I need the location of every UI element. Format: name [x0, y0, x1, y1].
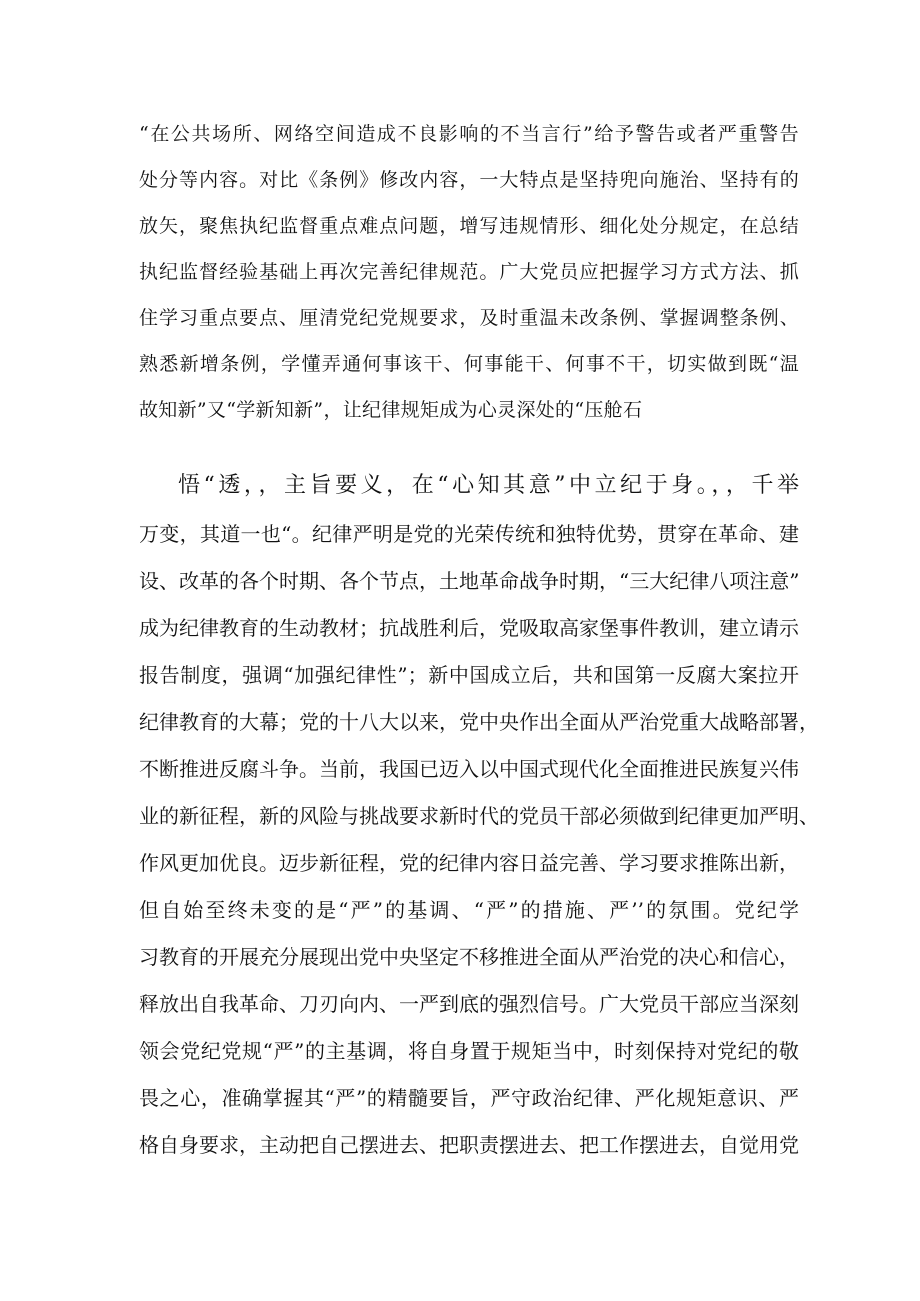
paragraph-2-line-13: 领会党纪党规“严”的主基调，将自身置于规矩当中，时刻保持对党纪的敬	[139, 1039, 799, 1063]
paragraph-2-line-15: 格自身要求，主动把自己摆进去、把职责摆进去、把工作摆进去，自觉用党	[139, 1133, 799, 1157]
paragraph-1-line-6: 熟悉新增条例，学懂弄通何事该干、何事能干、何事不干，切实做到既“温	[139, 353, 799, 375]
paragraph-2-line-3: 设、改革的各个时期、各个节点，土地革命战争时期，“三大纪律八项注意”	[139, 569, 800, 593]
paragraph-1-line-4: 执纪监督经验基础上再次完善纪律规范。广大党员应把握学习方式方法、抓	[139, 261, 799, 283]
paragraph-1-line-1: “在公共场所、网络空间造成不良影响的不当言行”给予警告或者严重警告	[139, 123, 799, 145]
paragraph-1-line-5: 住学习重点要点、厘清党纪党规要求，及时重温未改条例、掌握调整条例、	[139, 307, 799, 329]
paragraph-2-line-10: 但自始至终未变的是“严”的基调、“严”的措施、严’’的氛围。党纪学	[139, 898, 799, 922]
paragraph-2-line-1: 悟“透，，主旨要义，在“心知其意”中立纪于身。，，千举	[178, 473, 799, 498]
paragraph-2-line-8: 业的新征程，新的风险与挑战要求新时代的党员干部必须做到纪律更加严明、	[139, 804, 819, 828]
paragraph-2-line-2: 万变，其道一也“。纪律严明是党的光荣传统和独特优势，贯穿在革命、建	[139, 522, 799, 546]
paragraph-1-line-7: 故知新”又“学新知新”，让纪律规矩成为心灵深处的“压舱石	[139, 399, 643, 421]
paragraph-2-line-6: 纪律教育的大幕；党的十八大以来，党中央作出全面从严治党重大战略部署，	[139, 710, 819, 734]
paragraph-2-line-11: 习教育的开展充分展现出党中央坚定不移推进全面从严治党的决心和信心，	[139, 945, 799, 969]
paragraph-2-line-7: 不断推进反腐斗争。当前，我国已迈入以中国式现代化全面推进民族复兴伟	[139, 757, 799, 781]
paragraph-2-line-14: 畏之心，准确掌握其“严”的精髓要旨，严守政治纪律、严化规矩意识、严	[139, 1086, 799, 1110]
paragraph-1-line-2: 处分等内容。对比《条例》修改内容，一大特点是坚持兜向施治、坚持有的	[139, 169, 799, 191]
paragraph-2-line-5: 报告制度，强调“加强纪律性”；新中国成立后，共和国第一反腐大案拉开	[139, 663, 799, 687]
paragraph-2-line-12: 释放出自我革命、刀刃向内、一严到底的强烈信号。广大党员干部应当深刻	[139, 992, 799, 1016]
paragraph-2-line-9: 作风更加优良。迈步新征程，党的纪律内容日益完善、学习要求推陈出新，	[139, 851, 799, 875]
paragraph-1-line-3: 放矢，聚焦执纪监督重点难点问题，增写违规情形、细化处分规定，在总结	[139, 215, 799, 237]
paragraph-2-line-4: 成为纪律教育的生动教材；抗战胜利后，党吸取高家堡事件教训，建立请示	[139, 616, 799, 640]
